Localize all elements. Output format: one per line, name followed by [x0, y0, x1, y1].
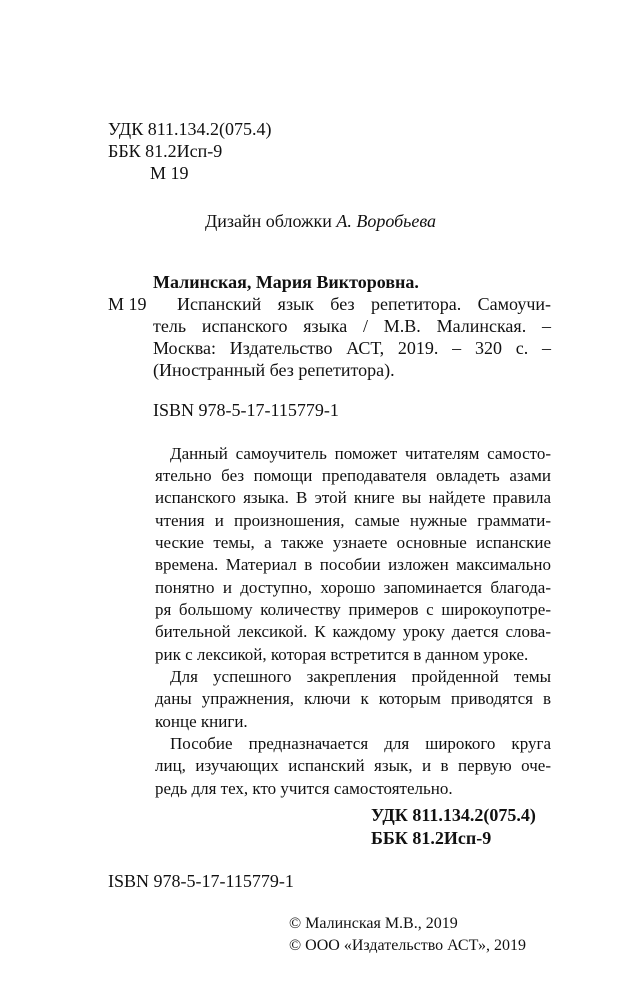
abstract-line: рик с лексикой, которая встретится в данном уроке. [155, 645, 529, 664]
abstract-line: понятно и доступно, хорошо запоминается благода- [155, 578, 551, 597]
abstract-line: ятельно без помощи преподавателя овладеть азами [155, 466, 551, 485]
cover-design-label: Дизайн обложки [205, 211, 332, 231]
abstract-line: лиц, изучающих испанский язык, и в первую оче- [155, 756, 551, 775]
record-line: (Иностранный без репетитора). [153, 360, 395, 380]
abstract-line: бительной лексикой. К каждому уроку дается слова- [155, 622, 551, 641]
abstract-line: ческие темы, а также узнаете основные испанские [155, 533, 551, 552]
record-isbn: ISBN 978-5-17-115779-1 [153, 400, 339, 420]
udk-code: УДК 811.134.2(075.4) [108, 119, 272, 139]
cover-design-credit [205, 210, 436, 232]
abstract-line: чтения и произношения, самые нужные граммати- [155, 511, 551, 530]
author-mark: М 19 [150, 163, 189, 183]
footer-udk-code: УДК 811.134.2(075.4) [371, 805, 536, 825]
record-line: Испанский язык без репетитора. Самоучи- [177, 294, 551, 314]
abstract-line: ря большому количеству примеров с широкоупотре- [155, 600, 551, 619]
abstract-line: конце книги. [155, 712, 248, 731]
abstract-line: времена. Материал в пособии изложен максимально [155, 555, 551, 574]
copyright-publisher: © ООО «Издательство АСТ», 2019 [289, 937, 526, 954]
abstract-line: Пособие предназначается для широкого круга [170, 734, 551, 753]
record-line: тель испанского языка / М.В. Малинская. – [153, 316, 551, 336]
abstract-line: Данный самоучитель поможет читателям самосто- [170, 444, 551, 463]
copyright-author: © Малинская М.В., 2019 [289, 915, 458, 932]
abstract-line: Для успешного закрепления пройденной темы [170, 667, 551, 686]
footer-isbn: ISBN 978-5-17-115779-1 [108, 871, 294, 891]
record-mark: М 19 [108, 294, 147, 314]
abstract-line: редь для тех, кто учится самостоятельно. [155, 779, 453, 798]
cover-designer-name: А. Воробьева [336, 211, 437, 231]
abstract-line: даны упражнения, ключи к которым приводятся в [155, 689, 551, 708]
bbk-code: ББК 81.2Исп-9 [108, 141, 223, 161]
abstract-line: испанского языка. В этой книге вы найдете правила [155, 488, 551, 507]
record-line: Москва: Издательство АСТ, 2019. – 320 с. – [153, 338, 551, 358]
footer-bbk-code: ББК 81.2Исп-9 [371, 828, 492, 848]
record-author: Малинская, Мария Викторовна. [153, 272, 419, 292]
